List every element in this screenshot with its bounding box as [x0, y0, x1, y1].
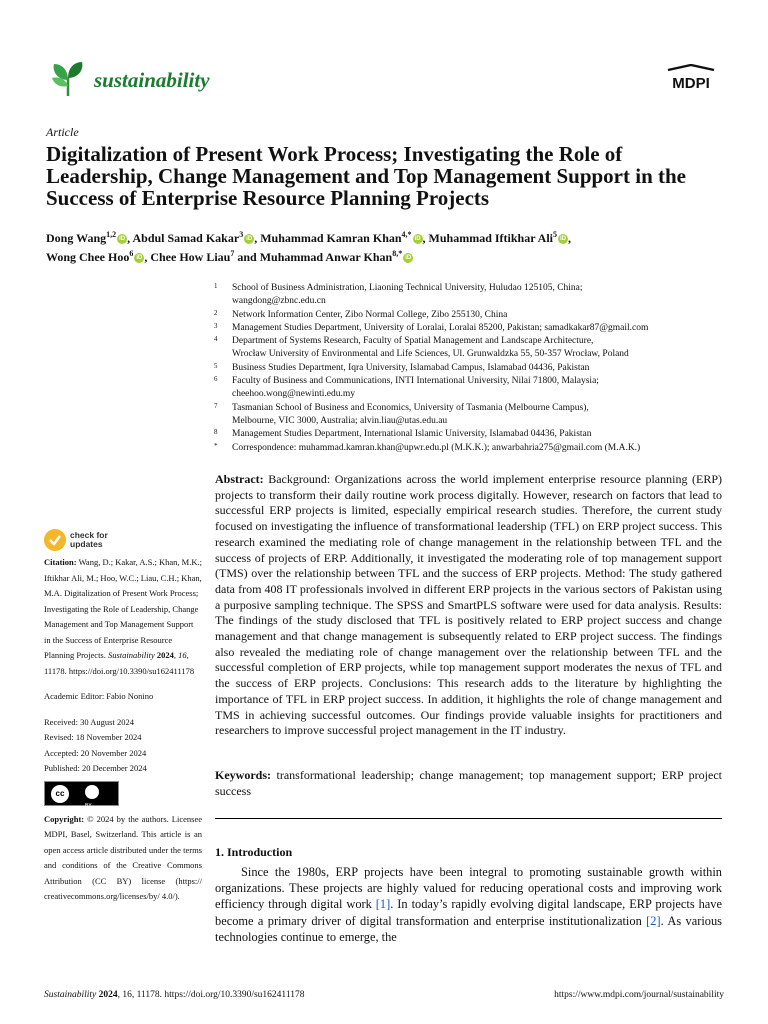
intro-text: . In today’s rapidly evolving digital landscape, ERP projects have become a primary driver of digital transformation and enterprise institutionalization: [215, 897, 722, 928]
orcid-icon[interactable]: iD: [560, 236, 567, 243]
cc-by-license-badge[interactable]: [44, 781, 119, 809]
affiliation-line[interactable]: wangdong@zbnc.edu.cn: [232, 296, 326, 307]
orcid-icon[interactable]: iD: [414, 236, 421, 243]
section-divider: [215, 818, 722, 819]
author-name[interactable]: Muhammad Anwar Khan: [259, 250, 393, 264]
footer-journal-url[interactable]: https://www.mdpi.com/journal/sustainability: [554, 990, 724, 1000]
citation-journal: Sustainability: [107, 650, 155, 660]
affiliation-number: 8: [214, 428, 218, 437]
author-name[interactable]: Muhammad Iftikhar Ali: [428, 231, 554, 245]
check-updates-line1: check for: [70, 530, 108, 540]
affiliation-number: 7: [214, 401, 218, 410]
date-revised: Revised: 18 November 2024: [44, 732, 142, 742]
author-affil-sup: 6: [129, 249, 134, 258]
check-updates-label: [70, 531, 108, 549]
by-label: BY: [85, 802, 92, 809]
author-affil-sup: 5: [553, 230, 558, 239]
citation-link[interactable]: [2]: [646, 913, 661, 928]
affiliation-line: Management Studies Department, International Islamic University, Islamabad 04436, Pakistan: [232, 429, 592, 440]
leaf-icon: [48, 58, 88, 98]
correspondence: [210, 442, 730, 455]
affiliation-line: Business Studies Department, Iqra University, Islamabad Campus, Islamabad 04436, Pakistan: [232, 362, 590, 373]
author-name[interactable]: Chee How Liau: [150, 250, 231, 264]
abstract-label: Abstract:: [215, 472, 264, 486]
affiliation-line[interactable]: Correspondence: muhammad.kamran.khan@upwr.edu.pl (M.K.K.); anwarbahria275@gmail.com (M.A.K.): [232, 442, 641, 453]
citation-block: Citation: Wang, D.; Kakar, A.S.; Khan, M.K.; Iftikhar Ali, M.; Hoo, W.C.; Liau, C.H.; Khan, M.A. Digitalization of Present Work Process; Investigating the Role of Leadership, Change Management and Top Management Support in the Success of Enterprise Resource Planning Projects. Sustainability 2024, 16, 11178. https://doi.org/10.3390/su162411178: [44, 557, 202, 676]
citation-year: 2024: [156, 650, 174, 660]
abstract: [215, 472, 722, 739]
affiliation: [210, 309, 730, 322]
person-icon: [85, 785, 99, 799]
affiliation-line: Management Studies Department, University of Loralai, Loralai 85200, Pakistan; samadkakar87@gmail.com: [232, 322, 649, 333]
citation-link[interactable]: [1]: [375, 897, 391, 912]
mdpi-logo[interactable]: [662, 64, 720, 92]
author-name[interactable]: Muhammad Kamran Khan: [260, 231, 402, 245]
affiliation: [210, 428, 730, 441]
affiliation-line: School of Business Administration, Liaoning Technical University, Huludao 125105, China;: [232, 283, 583, 293]
affiliation-number: 5: [214, 361, 218, 370]
page-footer: [44, 990, 724, 1000]
author-affil-sup: 4,*: [401, 230, 412, 239]
author-affil-sup: 3: [239, 230, 244, 239]
copyright-block: [44, 812, 202, 905]
affiliation-number: 3: [214, 321, 218, 330]
keywords: [215, 768, 722, 799]
date-received: Received: 30 August 2024: [44, 716, 134, 727]
affiliation: [210, 362, 730, 375]
affiliation-list: [210, 282, 730, 455]
academic-editor: Academic Editor: Fabio Nonino: [44, 691, 154, 701]
affiliation: [210, 335, 730, 362]
keywords-text: transformational leadership; change management; top management support; ERP project success: [215, 768, 722, 798]
author-name[interactable]: Wong Chee Hoo: [46, 250, 130, 264]
footer-year: 2024: [98, 990, 118, 1000]
introduction-paragraph: [215, 864, 722, 945]
check-updates-icon: [44, 529, 66, 551]
section-heading-introduction: 1. Introduction: [215, 845, 293, 859]
affiliation-number: 1: [214, 282, 218, 290]
article-title: Digitalization of Present Work Process; Investigating the Role of Leadership, Change Management and Top Management Support in the Success of Enterprise Resource Planning Projects: [46, 142, 686, 210]
citation-doi[interactable]: , 11178. https://doi.org/10.3390/su162411178: [44, 650, 195, 676]
affiliation: [210, 402, 730, 429]
abstract-text: Background: Organizations across the world implement enterprise resource planning (ERP) projects to transform their daily routine work process digitally. However, research on factors that lead to successful ERP projects is limited, especially empirical research studies. Therefore, the current study focused on investigating the influence of transformational leadership (TFL) on ERP project success. This research examined the mediating role of change management in the relationship between TFL and the success of projects of ERP. Additionally, it investigated the moderating role of top management support (TMS) over the relationship between TFL and the success of ERP projects. Method: The study gathered data from 408 IT professionals involved in different ERP projects in the various sectors of Pakistan using a purposive sampling technique. The SPSS and SmartPLS software were used for data analysis. Results: The findings of the study disclosed that TFL is positively related to ERP project success and change management and that change management is subsequently related to ERP project success. The findings also revealed the mediating role of change management over the relationship between TFL and the successful completion of ERP projects, while top management support moderates the nexus of TFL and the success of ERP projects. Conclusions: This research adds to the literature by highlighting the importance of TFL in ERP project success. In addition, it highlights the role of change management and TMS in achieving successful outcomes. Our findings provide valuable insights for practitioners and researchers to improve successful project management in the IT industry.: [215, 472, 723, 738]
keywords-label: Keywords:: [215, 768, 271, 782]
copyright-label: Copyright:: [44, 813, 85, 824]
citation-volume: 16: [178, 650, 187, 660]
orcid-icon[interactable]: iD: [136, 255, 143, 262]
affiliation-number: 4: [214, 335, 218, 344]
affiliation: [210, 282, 730, 309]
affiliation-line[interactable]: cheehoo.wong@newinti.edu.my: [232, 389, 355, 400]
affiliation-line: Wrocław University of Environmental and Life Sciences, Ul. Grunwaldzka 55, 50-357 Wrocław, Poland: [232, 349, 629, 360]
author-name[interactable]: Dong Wang: [46, 231, 107, 245]
affiliation-line: Faculty of Business and Communications, INTI International University, Nilai 71800, Malaysia;: [232, 376, 599, 387]
intro-text: Since the 1980s, ERP projects have been integral to promoting sustainable growth within organizations. These projects are highly valued for reducing operational costs and improving work efficiency through digital work: [215, 865, 722, 912]
copyright-text: © 2024 by the authors. Licensee MDPI, Basel, Switzerland. This article is an open access article distributed under the terms and conditions of the Creative Commons Attribution (CC BY) license (https:// creativecommons.org/licenses/by/ 4.0/).: [44, 813, 202, 901]
affiliation-number: *: [214, 441, 218, 450]
author-list: Dong Wang$^{1,2}$iD , Abdul Samad Kakar$^3$iD , Muhammad Kamran Khan$^{4,*}$iD , Muhammad Iftikhar Ali$^5$iD , Wong Chee Hoo$^6$iD , Chee How Liau$^7$ and Muhammad Anwar Khan$^{8,*}$iD: [46, 230, 572, 264]
affiliation: [210, 322, 730, 335]
journal-header: [44, 56, 724, 100]
footer-citation: [44, 990, 304, 1000]
citation-label: Citation:: [44, 557, 77, 567]
affiliation-line: Department of Systems Research, Faculty of Spatial Management and Landscape Architecture,: [232, 336, 594, 347]
affiliation-line: Tasmanian School of Business and Economics, University of Tasmania (Melbourne Campus),: [232, 402, 589, 413]
affiliation-line: Network Information Center, Zibo Normal College, Zibo 255130, China: [232, 309, 508, 320]
affiliation-number: 2: [214, 308, 218, 317]
journal-name[interactable]: sustainability: [94, 68, 210, 92]
citation-text: Wang, D.; Kakar, A.S.; Khan, M.K.; Iftikhar Ali, M.; Hoo, W.C.; Liau, C.H.; Khan, M.A. Digitalization of Present Work Process; Investigating the Role of Leadership, Change Management and Top Management Support in the Success of Enterprise Resource Planning Projects.: [44, 557, 202, 660]
check-for-updates-button[interactable]: [44, 527, 202, 553]
orcid-icon[interactable]: iD: [405, 255, 412, 262]
orcid-icon[interactable]: iD: [246, 236, 253, 243]
author-affil-sup: 7: [230, 249, 235, 258]
intro-text: . As various technologies continue to emerge, the: [215, 913, 722, 944]
author-affil-sup: 8,*: [392, 249, 403, 258]
affiliation: [210, 375, 730, 402]
date-accepted: Accepted: 20 November 2024: [44, 747, 147, 758]
footer-doi[interactable]: , 16, 11178. https://doi.org/10.3390/su162411178: [117, 990, 305, 1000]
author-name[interactable]: Abdul Samad Kakar: [132, 231, 240, 245]
article-sidebar: [44, 527, 202, 905]
footer-journal: Sustainability: [44, 990, 97, 1000]
affiliation-line: Melbourne, VIC 3000, Australia; alvin.liau@utas.edu.au: [232, 415, 448, 426]
cc-icon: cc: [51, 785, 69, 803]
orcid-icon[interactable]: iD: [119, 236, 126, 243]
article-type: Article: [46, 125, 79, 139]
check-updates-line2: updates: [70, 539, 103, 549]
date-published: Published: 20 December 2024: [44, 763, 147, 773]
author-affil-sup: 1,2: [106, 230, 117, 239]
affiliation-number: 6: [214, 375, 218, 384]
mdpi-logo-text: MDPI: [672, 75, 710, 92]
